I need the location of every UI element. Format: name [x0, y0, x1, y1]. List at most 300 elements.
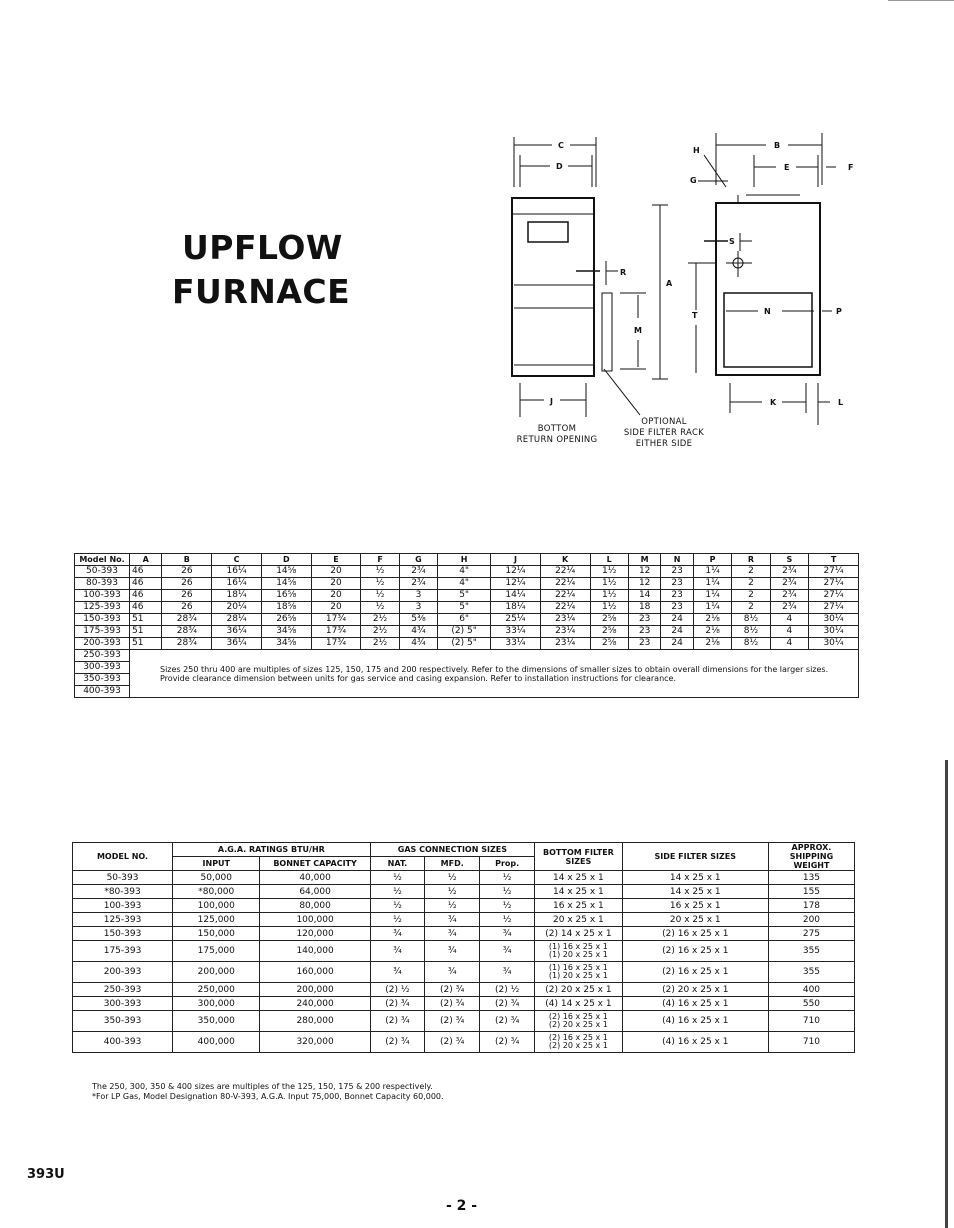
spec-cell: 125,000: [173, 913, 260, 927]
spec-cell: 400-393: [73, 1032, 173, 1053]
right-edge-bar: [945, 760, 948, 1228]
dim-cell: 27¼: [809, 578, 859, 590]
dim-cell: 24: [661, 614, 693, 626]
spec-cell: ¾: [425, 941, 480, 962]
dim-cell: 23¼: [540, 614, 590, 626]
spec-cell: 16 x 25 x 1: [622, 899, 768, 913]
dim-cell: 23: [628, 638, 660, 650]
dim-cell: 2: [732, 566, 770, 578]
dim-header-cell: G: [399, 554, 437, 566]
spec-cell: ½: [370, 871, 425, 885]
dim-cell: 4: [770, 614, 808, 626]
dim-header-cell: C: [212, 554, 262, 566]
spec-cell: 350-393: [73, 1011, 173, 1032]
spec-cell: 150-393: [73, 927, 173, 941]
dim-cell: 23: [661, 566, 693, 578]
spec-cell: (2) ¾: [425, 1032, 480, 1053]
spec-cell: (2) 16 x 25 x 1: [622, 941, 768, 962]
caption-bottom-return: BOTTOM RETURN OPENING: [516, 424, 598, 445]
dim-cell: 22¼: [540, 602, 590, 614]
dim-cell: 100-393: [75, 590, 130, 602]
dim-cell: 12¼: [491, 578, 541, 590]
spec-table-row: [73, 885, 855, 899]
header-weight: APPROX. SHIPPING WEIGHT: [768, 843, 854, 871]
spec-cell: 350,000: [173, 1011, 260, 1032]
spec-cell: (2) 14 x 25 x 1: [535, 927, 623, 941]
spec-cell: *80-393: [73, 885, 173, 899]
dim-cell: 14⅝: [261, 566, 311, 578]
dim-cell: 23¼: [540, 638, 590, 650]
dim-header-cell: R: [732, 554, 770, 566]
dim-cell: 30¼: [809, 626, 859, 638]
spec-cell: 400,000: [173, 1032, 260, 1053]
dim-model-cell: 350-393: [75, 674, 130, 686]
spec-cell: [535, 1011, 623, 1032]
label-a: A: [666, 279, 673, 288]
footnote-2: *For LP Gas, Model Designation 80-V-393, A.G.A. Input 75,000, Bonnet Capacity 60,000.: [92, 1092, 444, 1101]
spec-table-row: [73, 941, 855, 962]
dim-header-cell: Model No.: [75, 554, 130, 566]
page-title: [172, 226, 350, 314]
spec-cell: (4) 14 x 25 x 1: [535, 997, 623, 1011]
dim-cell: 22¼: [540, 578, 590, 590]
spec-cell: ¾: [480, 927, 535, 941]
spec-cell: 355: [768, 941, 854, 962]
spec-cell: (2) 20 x 25 x 1: [622, 983, 768, 997]
label-g: G: [690, 176, 697, 185]
dim-cell: 2¾: [770, 566, 808, 578]
spec-cell: 250,000: [173, 983, 260, 997]
dim-cell: 28¾: [162, 638, 212, 650]
header-side-filter: SIDE FILTER SIZES: [622, 843, 768, 871]
dim-table-row: [75, 614, 859, 626]
dim-cell: 24: [661, 626, 693, 638]
dim-cell: 4¾: [399, 626, 437, 638]
spec-cell: 280,000: [260, 1011, 370, 1032]
label-n: N: [764, 307, 771, 316]
dim-cell: 1½: [590, 602, 628, 614]
spec-table-row: [73, 1032, 855, 1053]
spec-cell: (2) 16 x 25 x 1: [622, 927, 768, 941]
header-prop: Prop.: [480, 857, 535, 871]
dim-cell: ½: [361, 602, 399, 614]
spec-cell: 100-393: [73, 899, 173, 913]
spec-cell-line: (2) 20 x 25 x 1: [548, 1041, 608, 1050]
dim-cell: 200-393: [75, 638, 130, 650]
dim-cell: 23¼: [540, 626, 590, 638]
spec-cell: 50-393: [73, 871, 173, 885]
dim-cell: 50-393: [75, 566, 130, 578]
dim-cell: 18: [628, 602, 660, 614]
spec-cell: 150,000: [173, 927, 260, 941]
spec-cell: (2) 16 x 25 x 1: [622, 962, 768, 983]
dimensions-table: [74, 553, 859, 698]
dim-cell: 2: [732, 578, 770, 590]
dim-cell: 25¼: [491, 614, 541, 626]
dim-cell: 17¾: [311, 626, 361, 638]
spec-cell: 40,000: [260, 871, 370, 885]
dim-cell: 6": [438, 614, 491, 626]
dim-cell: 125-393: [75, 602, 130, 614]
dim-cell: 14¼: [491, 590, 541, 602]
dim-cell: 46: [130, 566, 162, 578]
spec-cell: 160,000: [260, 962, 370, 983]
dim-cell: 175-393: [75, 626, 130, 638]
spec-cell: 175-393: [73, 941, 173, 962]
dim-cell: 28¾: [162, 614, 212, 626]
spec-cell: ¾: [425, 913, 480, 927]
dim-table-row: [75, 626, 859, 638]
dim-cell: 23: [661, 590, 693, 602]
spec-cell: ¾: [425, 927, 480, 941]
spec-cell: 20 x 25 x 1: [622, 913, 768, 927]
dim-cell: 4": [438, 566, 491, 578]
dim-table-row: [75, 638, 859, 650]
spec-cell-line: (2) 20 x 25 x 1: [548, 1020, 608, 1029]
side-view: [652, 133, 836, 425]
spec-table-row: [73, 871, 855, 885]
dim-cell: 51: [130, 626, 162, 638]
dim-cell: 14: [628, 590, 660, 602]
spec-cell: ½: [480, 871, 535, 885]
spec-cell: [535, 1032, 623, 1053]
dim-cell: 1½: [590, 590, 628, 602]
dim-cell: 3: [399, 602, 437, 614]
dim-cell: 22¼: [540, 590, 590, 602]
spec-cell: [535, 941, 623, 962]
dim-cell: 2½: [361, 638, 399, 650]
dim-cell: 150-393: [75, 614, 130, 626]
spec-table-row: [73, 899, 855, 913]
spec-cell-line: (1) 16 x 25 x 1: [548, 942, 608, 951]
dim-cell: 2⅛: [693, 614, 731, 626]
spec-cell: 155: [768, 885, 854, 899]
dim-header-cell: P: [693, 554, 731, 566]
spec-cell: ½: [425, 899, 480, 913]
dim-cell: 23: [628, 614, 660, 626]
label-p: P: [836, 307, 842, 316]
spec-cell: (2) ¾: [370, 997, 425, 1011]
dim-cell: 2⅝: [590, 614, 628, 626]
dim-cell: 2⅝: [590, 638, 628, 650]
dim-cell: 2: [732, 590, 770, 602]
spec-cell: 710: [768, 1032, 854, 1053]
dim-header-cell: J: [491, 554, 541, 566]
dim-cell: 20: [311, 578, 361, 590]
spec-cell: [535, 962, 623, 983]
spec-cell: (2) ½: [480, 983, 535, 997]
dim-cell: ½: [361, 578, 399, 590]
spec-cell: ½: [480, 913, 535, 927]
dim-header-cell: E: [311, 554, 361, 566]
dim-cell: 46: [130, 602, 162, 614]
dim-model-cell: 400-393: [75, 686, 130, 698]
spec-cell: *80,000: [173, 885, 260, 899]
spec-cell: ½: [370, 885, 425, 899]
dim-cell: 23: [661, 602, 693, 614]
header-mfd: MFD.: [425, 857, 480, 871]
dim-model-cell: 300-393: [75, 662, 130, 674]
header-bottom-filter: BOTTOM FILTER SIZES: [535, 843, 623, 871]
spec-cell: 14 x 25 x 1: [535, 885, 623, 899]
dim-cell: 8½: [732, 614, 770, 626]
dim-cell: 26: [162, 566, 212, 578]
spec-cell: ½: [425, 871, 480, 885]
dim-header-cell: A: [130, 554, 162, 566]
dimensions-note: Sizes 250 thru 400 are multiples of sizes 125, 150, 175 and 200 respectively. Refer to the dimensions of smaller sizes to obtain overall dimensions for the larger sizes. Provide clearance dimension between units for gas service and casing expansion. Refer to installation instructions for clearance.: [130, 650, 859, 698]
spec-cell: ½: [480, 899, 535, 913]
dim-cell: 2: [732, 602, 770, 614]
dim-cell: 4: [770, 638, 808, 650]
spec-cell: 275: [768, 927, 854, 941]
dim-cell: 1¼: [693, 578, 731, 590]
document-code: 393U: [27, 1167, 65, 1182]
header-input: INPUT: [173, 857, 260, 871]
dim-header-cell: S: [770, 554, 808, 566]
spec-cell: 300,000: [173, 997, 260, 1011]
dim-cell: ½: [361, 590, 399, 602]
dim-cell: 28¼: [212, 614, 262, 626]
dim-cell: 1¼: [693, 590, 731, 602]
label-f: F: [848, 163, 854, 172]
dim-cell: 33¼: [491, 626, 541, 638]
label-t: T: [692, 311, 698, 320]
dim-header-cell: F: [361, 554, 399, 566]
label-c: C: [558, 141, 564, 150]
spec-cell: 400: [768, 983, 854, 997]
spec-cell: ¾: [480, 962, 535, 983]
spec-table-row: [73, 997, 855, 1011]
caption-side-filter: OPTIONAL SIDE FILTER RACK EITHER SIDE: [623, 417, 705, 449]
spec-cell: 178: [768, 899, 854, 913]
dim-table-row: [75, 566, 859, 578]
spec-cell: 320,000: [260, 1032, 370, 1053]
spec-cell: 20 x 25 x 1: [535, 913, 623, 927]
dim-cell: 34⅝: [261, 626, 311, 638]
header-gas: GAS CONNECTION SIZES: [370, 843, 534, 857]
dim-cell: 18¼: [212, 590, 262, 602]
dim-header-cell: N: [661, 554, 693, 566]
dim-header-cell: H: [438, 554, 491, 566]
dim-table-row: [75, 650, 859, 662]
title-line-2: FURNACE: [172, 272, 351, 311]
dim-cell: 24: [661, 638, 693, 650]
spec-cell: 14 x 25 x 1: [535, 871, 623, 885]
dim-cell: 16⅝: [261, 590, 311, 602]
spec-cell: 100,000: [260, 913, 370, 927]
dim-cell: 2⅛: [693, 638, 731, 650]
dim-cell: 20¼: [212, 602, 262, 614]
dim-cell: 17¾: [311, 638, 361, 650]
dim-cell: 1¼: [693, 566, 731, 578]
header-bonnet: BONNET CAPACITY: [260, 857, 370, 871]
dim-cell: 16¼: [212, 578, 262, 590]
dim-cell: 23: [661, 578, 693, 590]
spec-cell: (4) 16 x 25 x 1: [622, 997, 768, 1011]
spec-cell: 550: [768, 997, 854, 1011]
dim-cell: 30¼: [809, 638, 859, 650]
dim-cell: 2⅛: [693, 626, 731, 638]
spec-cell: 50,000: [173, 871, 260, 885]
dim-cell: 14⅝: [261, 578, 311, 590]
dim-cell: 27¼: [809, 590, 859, 602]
spec-cell: 200-393: [73, 962, 173, 983]
spec-cell: (2) 20 x 25 x 1: [535, 983, 623, 997]
spec-cell: 175,000: [173, 941, 260, 962]
dim-cell: 1¼: [693, 602, 731, 614]
dim-table-row: [75, 590, 859, 602]
spec-cell: 355: [768, 962, 854, 983]
spec-cell: ½: [370, 913, 425, 927]
dim-cell: 26: [162, 602, 212, 614]
spec-cell: 200,000: [173, 962, 260, 983]
spec-cell: 120,000: [260, 927, 370, 941]
spec-cell: (4) 16 x 25 x 1: [622, 1032, 768, 1053]
spec-cell: 135: [768, 871, 854, 885]
spec-table-row: [73, 913, 855, 927]
spec-cell: 140,000: [260, 941, 370, 962]
header-aga: A.G.A. RATINGS BTU/HR: [173, 843, 371, 857]
spec-cell: 200: [768, 913, 854, 927]
spec-table-row: [73, 962, 855, 983]
dim-cell: 2¾: [770, 602, 808, 614]
spec-cell: 710: [768, 1011, 854, 1032]
dim-cell: 8½: [732, 638, 770, 650]
dim-cell: 16¼: [212, 566, 262, 578]
spec-cell: 250-393: [73, 983, 173, 997]
dim-table-row: [75, 578, 859, 590]
dim-cell: (2) 5": [438, 638, 491, 650]
dim-cell: 28¾: [162, 626, 212, 638]
dim-cell: 80-393: [75, 578, 130, 590]
spec-cell-line: (1) 20 x 25 x 1: [548, 971, 608, 980]
label-m: M: [634, 326, 642, 335]
dim-cell: 26⅝: [261, 614, 311, 626]
dim-cell: (2) 5": [438, 626, 491, 638]
spec-cell: 300-393: [73, 997, 173, 1011]
dimensions-header-row: [75, 554, 859, 566]
title-line-1: UPFLOW: [182, 228, 343, 267]
dim-cell: 4¾: [399, 638, 437, 650]
dim-cell: 34⅝: [261, 638, 311, 650]
spec-cell: (2) ¾: [480, 997, 535, 1011]
spec-cell: (2) ¾: [480, 1011, 535, 1032]
dim-cell: 1½: [590, 566, 628, 578]
dim-cell: 5": [438, 590, 491, 602]
footnotes: [92, 1082, 444, 1102]
header-model: MODEL NO.: [73, 843, 173, 871]
spec-cell: ¾: [425, 962, 480, 983]
spec-cell: (2) ¾: [480, 1032, 535, 1053]
spec-cell: ½: [425, 885, 480, 899]
label-k: K: [770, 398, 777, 407]
dim-cell: 18¼: [491, 602, 541, 614]
spec-cell: 100,000: [173, 899, 260, 913]
front-view: [512, 137, 646, 417]
spec-cell: 240,000: [260, 997, 370, 1011]
furnace-dimension-diagram: [500, 125, 854, 425]
label-r: R: [620, 268, 627, 277]
spec-table-row: [73, 1011, 855, 1032]
spec-cell: ½: [480, 885, 535, 899]
footnote-1: The 250, 300, 350 & 400 sizes are multiples of the 125, 150, 175 & 200 respectively.: [92, 1082, 433, 1091]
dim-cell: 2¾: [399, 566, 437, 578]
dim-cell: 36¼: [212, 638, 262, 650]
dim-cell: 4": [438, 578, 491, 590]
spec-cell: (2) ¾: [370, 1032, 425, 1053]
dim-header-cell: K: [540, 554, 590, 566]
spec-cell: 80,000: [260, 899, 370, 913]
dim-cell: 22¼: [540, 566, 590, 578]
dim-cell: 46: [130, 590, 162, 602]
dim-cell: 27¼: [809, 566, 859, 578]
dim-cell: 12: [628, 566, 660, 578]
spec-cell-line: (1) 16 x 25 x 1: [548, 963, 608, 972]
dim-cell: 3: [399, 590, 437, 602]
dim-cell: 20: [311, 602, 361, 614]
dim-cell: 12¼: [491, 566, 541, 578]
dim-cell: 36¼: [212, 626, 262, 638]
dim-model-cell: 250-393: [75, 650, 130, 662]
spec-cell: 16 x 25 x 1: [535, 899, 623, 913]
spec-cell-line: (1) 20 x 25 x 1: [548, 950, 608, 959]
dim-cell: 30¼: [809, 614, 859, 626]
spec-cell: ¾: [480, 941, 535, 962]
dim-cell: 2½: [361, 614, 399, 626]
label-h: H: [693, 146, 700, 155]
dim-cell: 5": [438, 602, 491, 614]
dim-cell: 20: [311, 590, 361, 602]
dim-cell: 26: [162, 590, 212, 602]
spec-cell: ¾: [370, 927, 425, 941]
label-j: J: [550, 397, 553, 406]
dim-cell: 46: [130, 578, 162, 590]
spec-cell: (2) ¾: [425, 997, 480, 1011]
dim-cell: 51: [130, 614, 162, 626]
top-edge-line: [888, 0, 954, 1]
dim-cell: 51: [130, 638, 162, 650]
spec-cell: 200,000: [260, 983, 370, 997]
dim-cell: 2¾: [770, 590, 808, 602]
spec-table-row: [73, 983, 855, 997]
dim-cell: 5⅜: [399, 614, 437, 626]
dim-cell: 2⅝: [590, 626, 628, 638]
label-e: E: [784, 163, 790, 172]
dim-cell: 12: [628, 578, 660, 590]
dim-cell: 8½: [732, 626, 770, 638]
header-nat: NAT.: [370, 857, 425, 871]
spec-cell: (2) ¾: [425, 1011, 480, 1032]
dim-cell: 33¼: [491, 638, 541, 650]
dim-header-cell: M: [628, 554, 660, 566]
spec-cell: ¾: [370, 941, 425, 962]
spec-table-row: [73, 927, 855, 941]
dim-cell: 1½: [590, 578, 628, 590]
dim-cell: 23: [628, 626, 660, 638]
spec-cell: 125-393: [73, 913, 173, 927]
spec-cell: 14 x 25 x 1: [622, 871, 768, 885]
spec-cell: 14 x 25 x 1: [622, 885, 768, 899]
dim-table-row: [75, 602, 859, 614]
dim-cell: 20: [311, 566, 361, 578]
dim-header-cell: L: [590, 554, 628, 566]
label-s: S: [729, 237, 735, 246]
label-b: B: [774, 141, 781, 150]
dim-header-cell: B: [162, 554, 212, 566]
spec-cell: (2) ½: [370, 983, 425, 997]
spec-cell-line: (2) 16 x 25 x 1: [548, 1033, 608, 1042]
spec-cell: (2) ¾: [425, 983, 480, 997]
